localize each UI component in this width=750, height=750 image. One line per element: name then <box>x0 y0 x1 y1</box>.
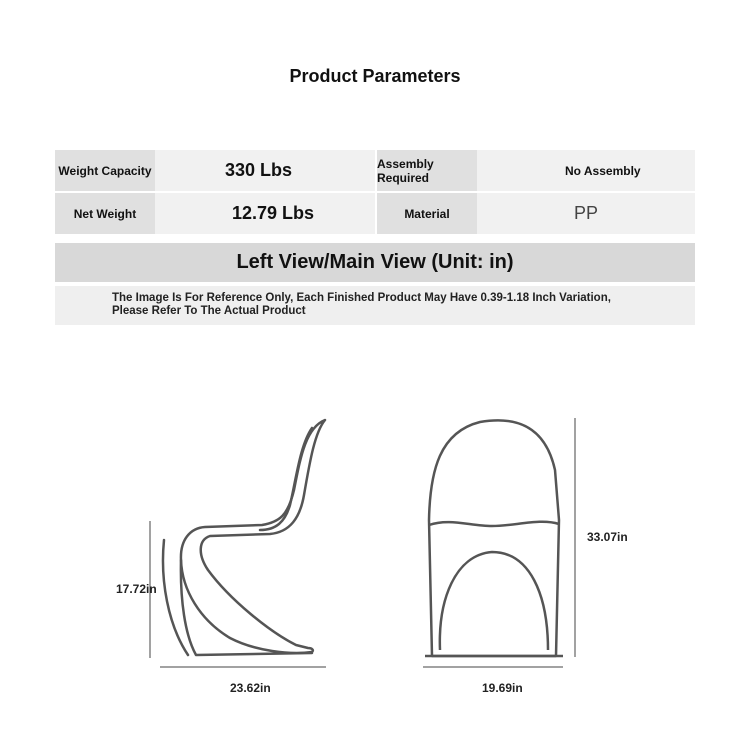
material-value: PP <box>477 193 695 234</box>
page-title: Product Parameters <box>289 66 461 86</box>
note-line-1: The Image Is For Reference Only, Each Finished Product May Have 0.39-1.18 Inch Variation, <box>112 292 611 304</box>
note-line-2: Please Refer To The Actual Product <box>112 305 306 317</box>
front-height-label: 33.07in <box>587 530 628 544</box>
front-view-chair <box>425 420 563 656</box>
net-weight-label: Net Weight <box>55 193 155 234</box>
front-width-label: 19.69in <box>482 681 523 695</box>
assembly-required-label: Assembly Required <box>377 150 477 191</box>
weight-capacity-label: Weight Capacity <box>55 150 155 191</box>
weight-capacity-value: 330 Lbs <box>155 150 375 191</box>
net-weight-value: 12.79 Lbs <box>155 193 375 234</box>
material-label: Material <box>377 193 477 234</box>
side-depth-label: 23.62in <box>230 681 271 695</box>
side-view-chair <box>163 420 325 655</box>
assembly-required-value: No Assembly <box>477 150 695 191</box>
view-heading: Left View/Main View (Unit: in) <box>55 243 695 282</box>
side-height-label: 17.72in <box>116 582 157 596</box>
